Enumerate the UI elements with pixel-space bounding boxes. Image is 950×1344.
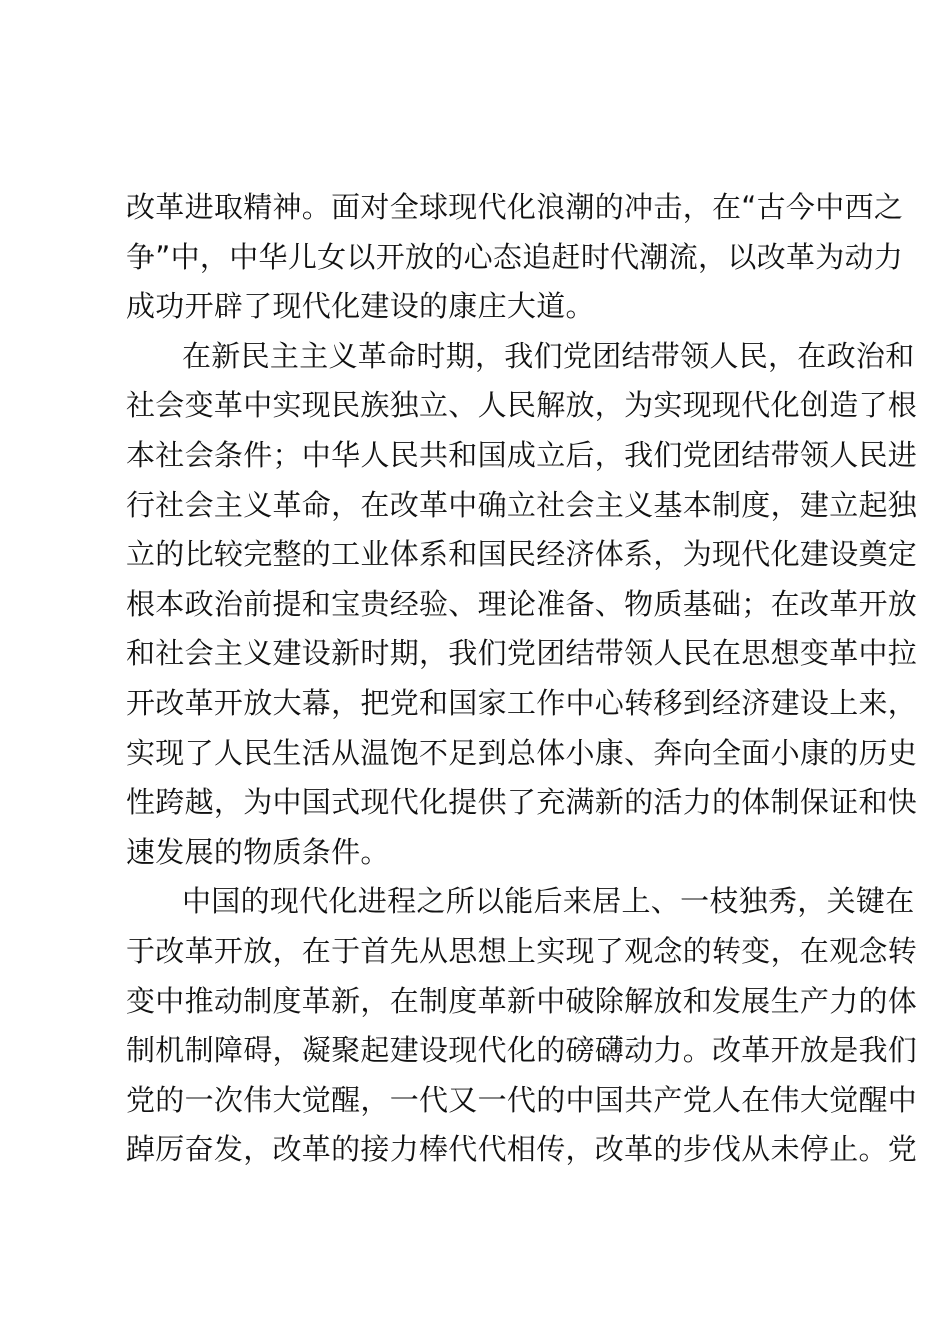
text-line: 党的一次伟大觉醒，一代又一代的中国共产党人在伟大觉醒中 (126, 1082, 918, 1117)
text-line: 实现了人民生活从温饱不足到总体小康、奔向全面小康的历史 (126, 735, 918, 770)
text-line: 变中推动制度革新，在制度革新中破除解放和发展生产力的体 (126, 983, 918, 1018)
text-line: 开改革开放大幕，把党和国家工作中心转移到经济建设上来， (126, 685, 918, 720)
text-line: 本社会条件；中华人民共和国成立后，我们党团结带领人民进 (126, 437, 918, 472)
text-line: 于改革开放，在于首先从思想上实现了观念的转变，在观念转 (126, 933, 918, 968)
text-line: 制机制障碍，凝聚起建设现代化的磅礴动力。改革开放是我们 (126, 1033, 918, 1068)
text-line: 成功开辟了现代化建设的康庄大道。 (126, 289, 595, 324)
text-line: 改革进取精神。面对全球现代化浪潮的冲击，在“古今中西之 (126, 190, 904, 224)
text-line: 根本政治前提和宝贵经验、理论准备、物质基础；在改革开放 (126, 586, 918, 621)
paragraph-first-line: 中国的现代化进程之所以能后来居上、一枝独秀，关键在 (182, 884, 915, 919)
text-line: 行社会主义革命，在改革中确立社会主义基本制度，建立起独 (126, 487, 918, 522)
text-line: 踔厉奋发，改革的接力棒代代相传，改革的步伐从未停止。党 (126, 1132, 918, 1167)
text-line: 和社会主义建设新时期，我们党团结带领人民在思想变革中拉 (126, 636, 918, 671)
text-line: 争”中，中华儿女以开放的心态追赶时代潮流，以改革为动力 (126, 239, 904, 274)
text-line: 社会变革中实现民族独立、人民解放，为实现现代化创造了根 (126, 388, 918, 423)
text-line: 性跨越，为中国式现代化提供了充满新的活力的体制保证和快 (126, 785, 918, 820)
paragraph-first-line: 在新民主主义革命时期，我们党团结带领人民，在政治和 (182, 338, 915, 373)
body-text (126, 183, 918, 1175)
text-line: 立的比较完整的工业体系和国民经济体系，为现代化建设奠定 (126, 537, 918, 572)
text-line: 速发展的物质条件。 (126, 834, 390, 869)
